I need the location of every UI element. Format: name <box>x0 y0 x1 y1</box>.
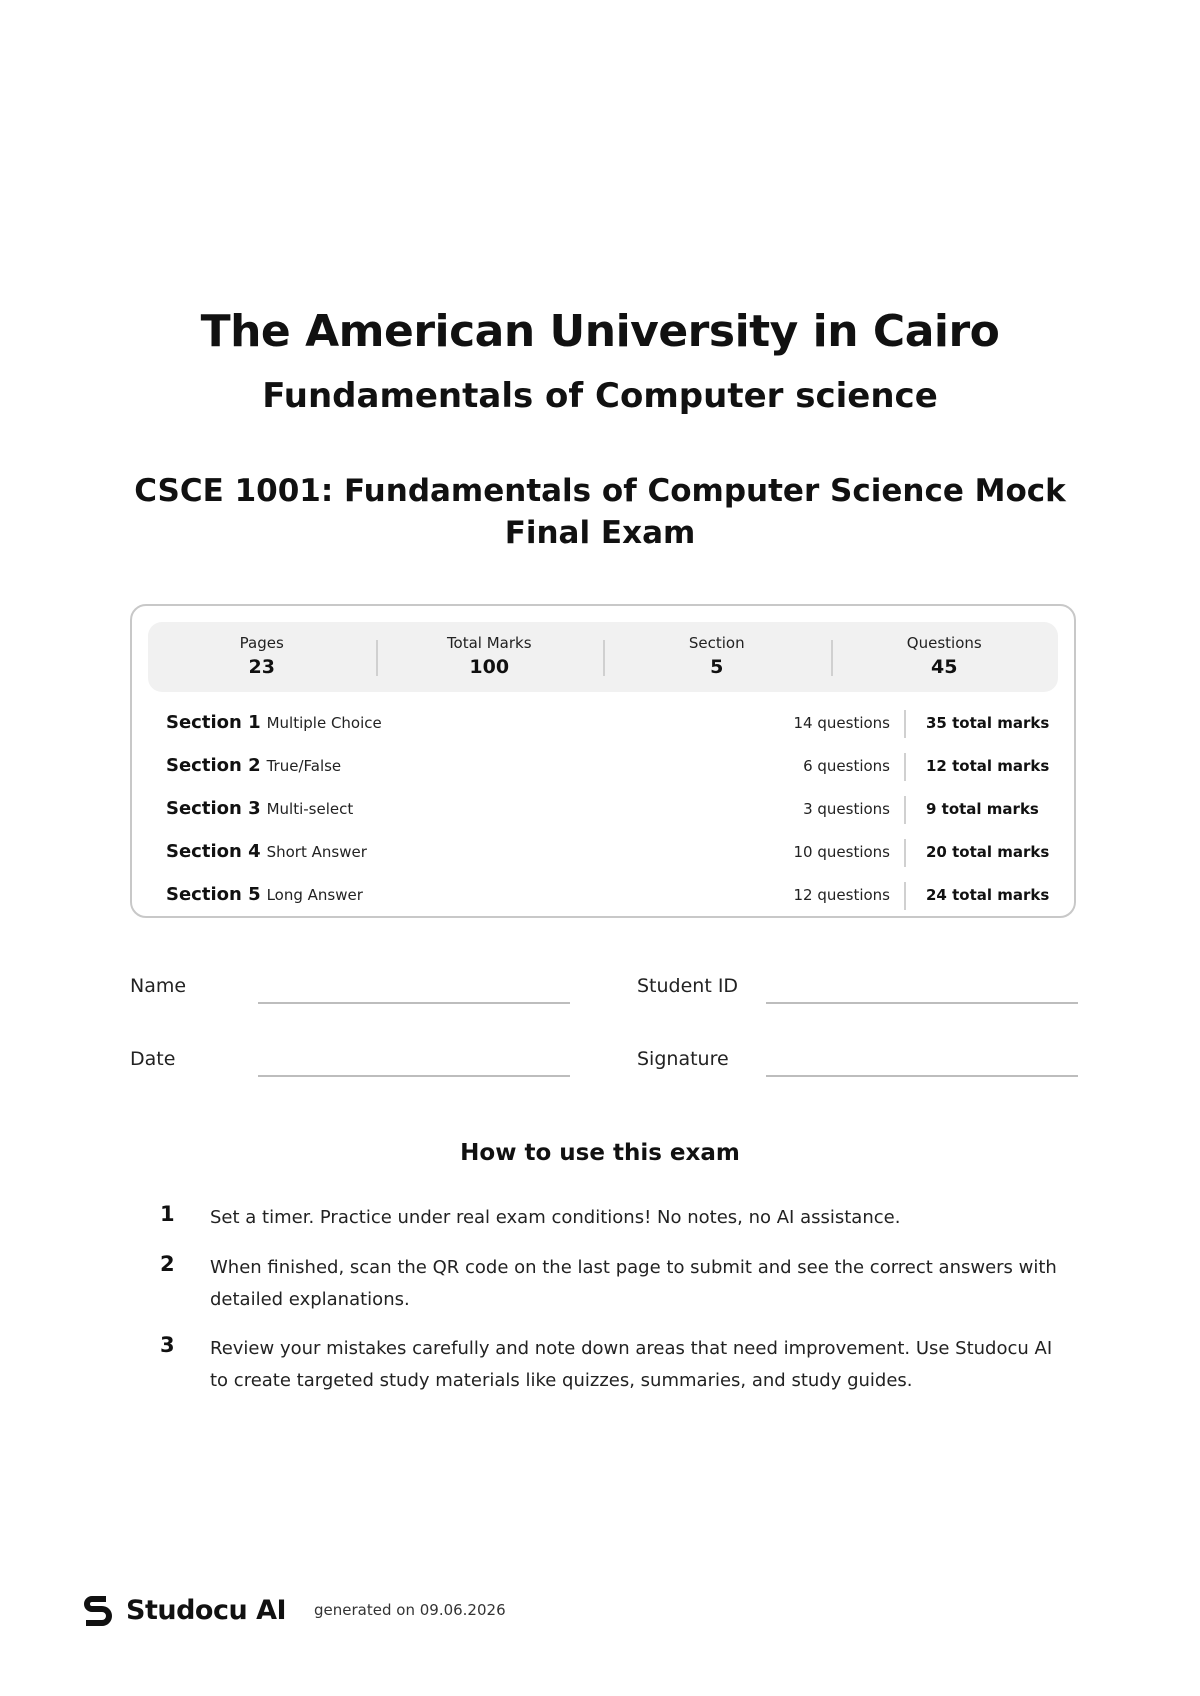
section-type: Long Answer <box>266 886 363 904</box>
step-text: Review your mistakes carefully and note down areas that need improvement. Use Studocu AI to create targeted study materials like quizzes, summaries, and study guides. <box>210 1338 1053 1391</box>
name-label: Name <box>130 975 187 997</box>
section-marks: 35 total marks <box>926 714 1050 732</box>
section-type: True/False <box>266 757 342 775</box>
section-marks: 24 total marks <box>926 886 1050 904</box>
divider <box>904 796 906 824</box>
divider <box>904 753 906 781</box>
student-id-label: Student ID <box>637 975 739 997</box>
step-text: When finished, scan the QR code on the last page to submit and see the correct answers with detailed explanations. <box>210 1257 1057 1310</box>
step-number: 2 <box>160 1252 175 1276</box>
section-name: Section 1 <box>166 712 261 733</box>
exam-title: CSCE 1001: Fundamentals of Computer Science Mock Final Exam <box>134 473 1066 551</box>
step-number: 3 <box>160 1333 175 1357</box>
stat-label: Questions <box>906 634 982 652</box>
section-question-count: 3 questions <box>803 800 890 818</box>
section-row <box>132 792 1074 835</box>
section-name: Section 4 <box>166 841 261 862</box>
university-title: The American University in Cairo <box>200 306 1000 357</box>
student-id-field[interactable] <box>766 1002 1078 1004</box>
section-row <box>132 749 1074 792</box>
section-name: Section 3 <box>166 798 261 819</box>
course-title: Fundamentals of Computer science <box>262 376 938 416</box>
section-row <box>132 706 1074 749</box>
stat-label: Section <box>688 634 745 652</box>
stat-questions <box>831 622 1059 692</box>
step-number: 1 <box>160 1202 175 1226</box>
studocu-logo-icon <box>80 1592 116 1628</box>
section-question-count: 10 questions <box>793 843 890 861</box>
brand-name: Studocu AI <box>126 1594 287 1626</box>
stat-pages <box>148 622 376 692</box>
date-label: Date <box>130 1048 176 1070</box>
exam-summary-card <box>130 604 1076 918</box>
section-type: Multi-select <box>266 800 354 818</box>
step-text: Set a timer. Practice under real exam conditions! No notes, no AI assistance. <box>210 1207 901 1228</box>
stat-total-marks <box>376 622 604 692</box>
signature-field[interactable] <box>766 1075 1078 1077</box>
stat-value: 45 <box>931 656 958 678</box>
section-row <box>132 878 1074 921</box>
section-marks: 20 total marks <box>926 843 1050 861</box>
stat-sections <box>603 622 831 692</box>
generated-date: generated on 09.06.2026 <box>314 1601 506 1619</box>
section-question-count: 12 questions <box>793 886 890 904</box>
howto-title: How to use this exam <box>460 1140 740 1166</box>
section-marks: 12 total marks <box>926 757 1050 775</box>
stat-value: 23 <box>248 656 275 678</box>
section-question-count: 14 questions <box>793 714 890 732</box>
stat-label: Pages <box>239 634 284 652</box>
date-field[interactable] <box>258 1075 570 1077</box>
footer <box>80 1590 506 1630</box>
name-field[interactable] <box>258 1002 570 1004</box>
section-marks: 9 total marks <box>926 800 1039 818</box>
section-name: Section 5 <box>166 884 261 905</box>
section-name: Section 2 <box>166 755 261 776</box>
stat-value: 100 <box>469 656 510 678</box>
divider <box>904 710 906 738</box>
exam-stats-bar <box>148 622 1058 692</box>
section-row <box>132 835 1074 878</box>
divider <box>904 839 906 867</box>
divider <box>904 882 906 910</box>
stat-label: Total Marks <box>446 634 532 652</box>
stat-value: 5 <box>710 656 724 678</box>
section-question-count: 6 questions <box>803 757 890 775</box>
section-list <box>132 706 1074 921</box>
section-type: Short Answer <box>266 843 367 861</box>
section-type: Multiple Choice <box>266 714 382 732</box>
signature-label: Signature <box>637 1048 729 1070</box>
